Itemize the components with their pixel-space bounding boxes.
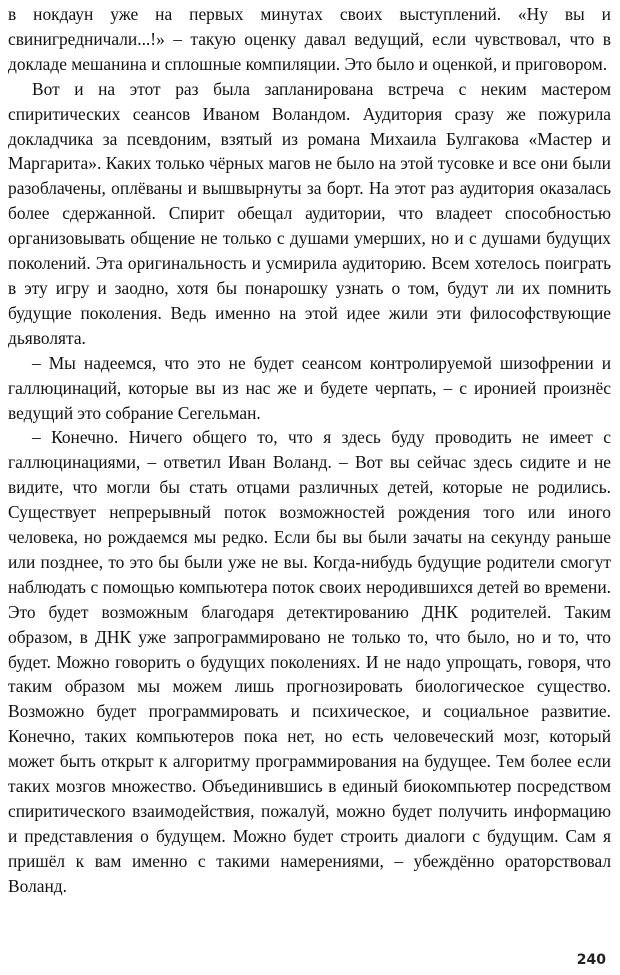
paragraph-dialogue-voland: – Конечно. Ничего общего то, что я здесь буду проводить не имеет с галлюцинациями, – ответил Иван Воланд. – Вот вы сейчас здесь сидите и не видите, что могли бы стать отцами различных детей, которые не родились. Существует непрерывный поток возможностей рождения того или иного человека, но рождаемся мы редко. Если бы вы были зачаты на секунду раньше или позднее, то это бы были уже не вы. Когда-нибудь будущие родители смогут наблюдать с помощью компьютера поток своих неродившихся детей во времени. Это будет возможным благодаря детектированию ДНК родителей. Таким образом, в ДНК уже запрограммировано не только то, что было, но и то, что будет. Можно говорить о будущих поколениях. И не надо упрощать, говоря, что таким образом мы можем лишь прогнозировать биологическое существо. Возможно будет программировать и психическое, и социальное развитие. Конечно, таких компьютеров пока нет, но есть человеческий мозг, который может быть открыт к алгоритму программирования на будущее. Тем более если таких мозгов множество. Объединившись в единый биокомпьютер посредством спиритического взаимодействия, пожалуй, можно будет получить информацию и представления о будущем. Можно будет строить диалоги с будущим. Сам я пришёл к вам именно с такими намерениями, – убеждённо ораторствовал Воланд.	[8, 427, 611, 896]
paragraph-narrative: Вот и на этот раз была запланирована встреча с неким мастером спиритических сеансов Иваном Воландом. Аудитория сразу же пожурила докладчика за псевдоним, взятый из романа Михаила Булгакова «Мастер и Маргарита». Каких только чёрных магов не было на этой тусовке и все они были разоблачены, оплёваны и вышвырнуты за борт. На этот раз аудитория оказалась более сдержанной. Спирит обещал аудитории, что владеет способностью организовывать общение не только с душами умерших, но и с душами будущих поколений. Эта оригинальность и усмирила аудиторию. Всем хотелось поиграть в эту игру и заодно, хотя бы понарошку узнать о том, будут ли их помнить будущие поколения. Ведь именно на этой идее жили эти философствующие дьяволята.	[8, 78, 611, 348]
body-text	[8, 2, 611, 899]
paragraph-dialogue-segelman: – Мы надеемся, что это не будет сеансом контролируемой шизофрении и галлюцинаций, которые вы из нас же и будете черпать, – с иронией произнёс ведущий это собрание Сегельман.	[8, 352, 611, 423]
page-number: 240	[576, 952, 606, 968]
paragraph-continuation: в нокдаун уже на первых минутах своих выступлений. «Ну вы и свинигредничали...!» – такую оценку давал ведущий, если чувствовал, что в докладе мешанина и сплошные компиляции. Это было и оценкой, и приговором.	[8, 4, 611, 74]
